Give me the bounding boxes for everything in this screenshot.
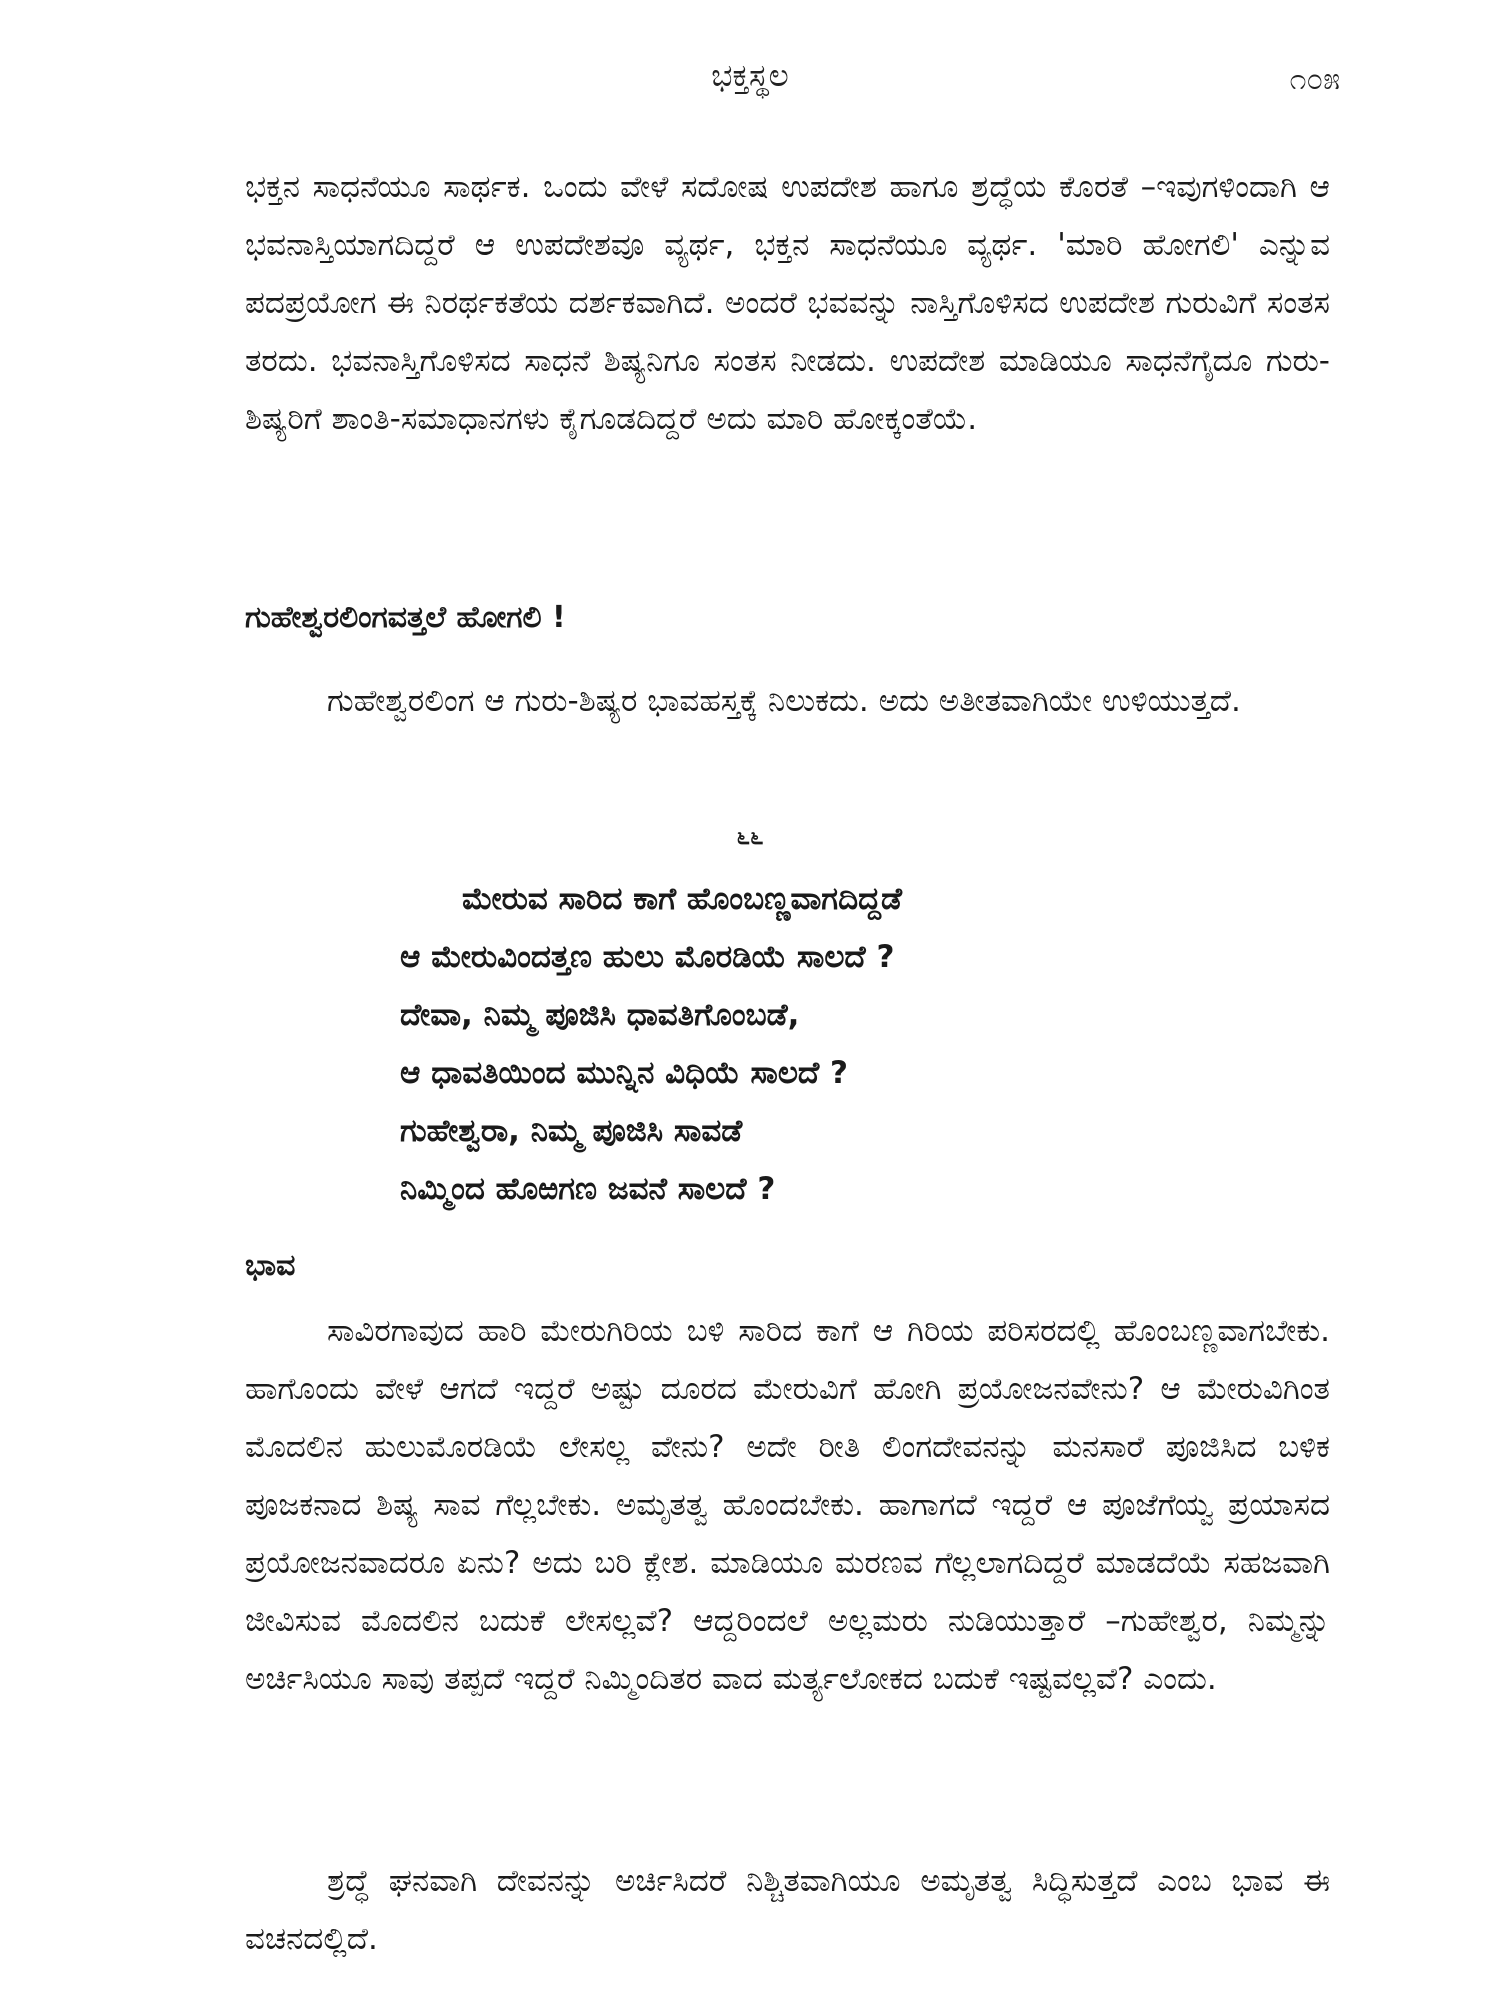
- verse-line: ಆ ಧಾವತಿಯಿಂದ ಮುನ್ನಿನ ವಿಧಿಯೆ ಸಾಲದೆ ?: [400, 1055, 848, 1091]
- running-head-title: ಭಕ್ತಸ್ಥಲ: [711, 58, 789, 94]
- paragraph-guheshwara: ಗುಹೇಶ್ವರಲಿಂಗ ಆ ಗುರು-ಶಿಷ್ಯರ ಭಾವಹಸ್ತಕ್ಕೆ ನಿಲುಕದು. ಅದು ಅತೀತವಾಗಿಯೇ ಉಳಿಯುತ್ತದೆ.: [327, 683, 1241, 719]
- verse-line: ನಿಮ್ಮಿಂದ ಹೊಱಗಣ ಜವನೆ ಸಾಲದೆ ?: [400, 1171, 776, 1207]
- paragraph-commentary-continued: ಭಕ್ತನ ಸಾಧನೆಯೂ ಸಾರ್ಥಕ. ಒಂದು ವೇಳೆ ಸದೋಷ ಉಪದೇಶ ಹಾಗೂ ಶ್ರದ್ಧೆಯ ಕೊರತೆ –ಇವುಗಳಿಂದಾಗಿ ಆ ಭವನಾಸ್ತಿಯಾಗದಿದ್ದರೆ ಆ ಉಪದೇಶವೂ ವ್ಯರ್ಥ, ಭಕ್ತನ ಸಾಧನೆಯೂ ವ್ಯರ್ಥ. 'ಮಾರಿ ಹೋಗಲಿ' ಎನ್ನುವ ಪದಪ್ರಯೋಗ ಈ ನಿರರ್ಥಕತೆಯ ದರ್ಶಕವಾಗಿದೆ. ಅಂದರೆ ಭವವನ್ನು ನಾಸ್ತಿಗೊಳಿಸದ ಉಪದೇಶ ಗುರುವಿಗೆ ಸಂತಸ ತರದು. ಭವನಾಸ್ತಿಗೊಳಿಸದ ಸಾಧನೆ ಶಿಷ್ಯನಿಗೂ ಸಂತಸ ನೀಡದು. ಉಪದೇಶ ಮಾಡಿಯೂ ಸಾಧನೆಗೈದೂ ಗುರು-ಶಿಷ್ಯರಿಗೆ ಶಾಂತಿ-ಸಮಾಧಾನಗಳು ಕೈಗೂಡದಿದ್ದರೆ ಅದು ಮಾರಿ ಹೋಕ್ಕಂತೆಯೆ.: [245, 169, 1330, 437]
- verse-line: ದೇವಾ, ನಿಮ್ಮ ಪೂಜಿಸಿ ಧಾವತಿಗೊಂಬಡೆ,: [400, 997, 800, 1033]
- vachana-verse: [400, 870, 1200, 1218]
- page-number: ೧೦೫: [1289, 62, 1340, 97]
- paragraph-bhava-explanation: ಸಾವಿರಗಾವುದ ಹಾರಿ ಮೇರುಗಿರಿಯ ಬಳಿ ಸಾರಿದ ಕಾಗೆ ಆ ಗಿರಿಯ ಪರಿಸರದಲ್ಲಿ ಹೊಂಬಣ್ಣವಾಗಬೇಕು. ಹಾಗೊಂದು ವೇಳೆ ಆಗದೆ ಇದ್ದರೆ ಅಷ್ಟು ದೂರದ ಮೇರುವಿಗೆ ಹೋಗಿ ಪ್ರಯೋಜನವೇನು? ಆ ಮೇರುವಿಗಿಂತ ಮೊದಲಿನ ಹುಲುಮೊರಡಿಯೆ ಲೇಸಲ್ಲ ವೇನು? ಅದೇ ರೀತಿ ಲಿಂಗದೇವನನ್ನು ಮನಸಾರೆ ಪೂಜಿಸಿದ ಬಳಿಕ ಪೂಜಕನಾದ ಶಿಷ್ಯ ಸಾವ ಗೆಲ್ಲಬೇಕು. ಅಮೃತತ್ವ ಹೊಂದಬೇಕು. ಹಾಗಾಗದೆ ಇದ್ದರೆ ಆ ಪೂಜೆಗೆಯ್ವ ಪ್ರಯಾಸದ ಪ್ರಯೋಜನವಾದರೂ ಏನು? ಅದು ಬರಿ ಕ್ಲೇಶ. ಮಾಡಿಯೂ ಮರಣವ ಗೆಲ್ಲಲಾಗದಿದ್ದರೆ ಮಾಡದೆಯೆ ಸಹಜವಾಗಿ ಜೀವಿಸುವ ಮೊದಲಿನ ಬದುಕೆ ಲೇಸಲ್ಲವೆ? ಆದ್ದರಿಂದಲೆ ಅಲ್ಲಮರು ನುಡಿಯುತ್ತಾರೆ –ಗುಹೇಶ್ವರ, ನಿಮ್ಮನ್ನು ಅರ್ಚಿಸಿಯೂ ಸಾವು ತಪ್ಪದೆ ಇದ್ದರೆ ನಿಮ್ಮಿಂದಿತರ ವಾದ ಮರ್ತ್ಯಲೋಕದ ಬದುಕೆ ಇಷ್ಟವಲ್ಲವೆ? ಎಂದು.: [245, 1313, 1330, 1697]
- verse-line: ಆ ಮೇರುವಿಂದತ್ತಣ ಹುಲು ಮೊರಡಿಯೆ ಸಾಲದೆ ?: [400, 939, 895, 975]
- verse-line: ಗುಹೇಶ್ವರಾ, ನಿಮ್ಮ ಪೂಜಿಸಿ ಸಾವಡೆ: [400, 1113, 743, 1149]
- verse-number: ೬೬: [736, 822, 764, 850]
- section-heading-bhava: ಭಾವ: [245, 1248, 296, 1283]
- verse-line: ಮೇರುವ ಸಾರಿದ ಕಾಗೆ ಹೊಂಬಣ್ಣವಾಗದಿದ್ದಡೆ: [462, 881, 902, 917]
- paragraph-bhava-summary: ಶ್ರದ್ಧೆ ಘನವಾಗಿ ದೇವನನ್ನು ಅರ್ಚಿಸಿದರೆ ನಿಶ್ಚಿತವಾಗಿಯೂ ಅಮೃತತ್ವ ಸಿದ್ಧಿಸುತ್ತದೆ ಎಂಬ ಭಾವ ಈ ವಚನದಲ್ಲಿದೆ.: [245, 1863, 1330, 1957]
- section-heading-guheshwara: ಗುಹೇಶ್ವರಲಿಂಗವತ್ತಲೆ ಹೋಗಲಿ !: [245, 600, 566, 635]
